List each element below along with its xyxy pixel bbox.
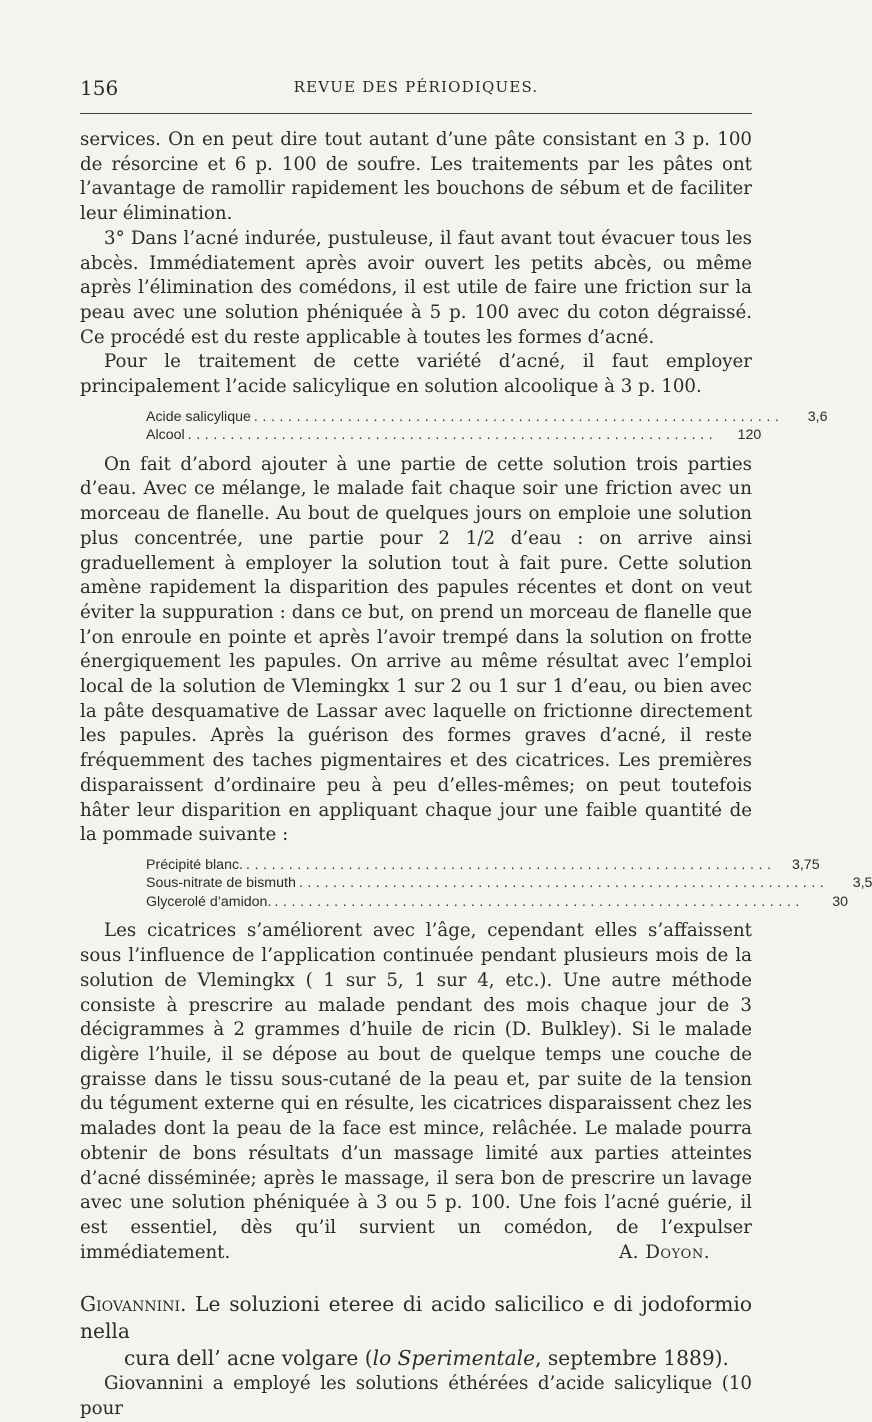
ingredient-qty: 120 [737,427,762,444]
ingredient-name: Précipité blanc. [146,856,243,873]
formula-row [80,408,828,427]
ingredient-qty: 3,5 [852,875,872,892]
ingredient-qty: 3,75 [791,856,820,873]
formula-row [80,856,820,875]
paragraph-4: On fait d’abord ajouter à une partie de cette solution trois parties d’eau. Avec ce mélange, le malade fait chaque soir une friction avec un morceau de flanelle. Au bout de quelques jours on emploie une solution plus concentrée, une partie pour 2 1/2 d’eau : on arrive ainsi graduellement à employer la solution tout à fait pure. Cette solution amène rapidement la disparition des papules récentes et dont on veut éviter la suppuration : dans ce but, on prend un morceau de flanelle que l’on enroule en pointe et après l’avoir trempé dans la solution on frotte énergiquement les papules. On arrive au même résultat avec l’emploi local de la solution de Vlemingkx 1 sur 2 ou 1 sur 1 d’eau, ou bien avec la pâte desquamative de Lassar avec laquelle on frictionne directement les papules. Après la guérison des formes graves d’acné, il reste fréquemment des taches pigmentaires et des cicatrices. Les premières disparaissent d’ordinaire peu à peu d’elles-mêmes; on peut toutefois hâter leur disparition en appliquant chaque jour une faible quantité de la pommade suivante : [80,453,752,846]
article-first-line: Giovannini a employé les solutions éthérées d’acide salicylique (10 pour [80,1373,752,1420]
header-rule [80,113,752,114]
ingredient-qty: 30 [832,893,848,910]
ingredient-name: Acide salicylique [146,408,251,425]
leader-dots: .............................................................. [274,893,804,910]
paragraph-5 [80,919,752,1265]
paragraph-5-text: Les cicatrices s’améliorent avec l’âge, cependant elles s’affaissent sous l’influence de l’application continuée pendant plusieurs mois de la solution de Vlemingkx ( 1 sur 5, 1 sur 4, etc.). Une autre méthode consiste à prescrire au malade pendant des mois chaque jour de 3 décigrammes à 2 grammes d’huile de ricin (D. Bulkley). Si le malade digère l’huile, il se dépose au bout de quelque temps une couche de graisse dans le tissu sous-cutané de la peau et, par suite de la tension du tégument externe qui en résulte, les cicatrices disparaissent chez les malades dont la peau de la face est mince, relâchée. Le malade pourra obtenir de bons résultats d’un massage limité aux parties atteintes d’acné disséminée; après le massage, il sera bon de prescrire un lavage avec une solution phéniquée à 3 ou 5 p. 100. Une fois l’acné guérie, il est essentiel, dès qu’il survient un comédon, de l’expulser immédiatement. [80,920,752,1263]
paragraph-3: Pour le traitement de cette variété d’acné, il faut employer principalement l’acide salicylique en solution alcoolique à 3 p. 100. [80,351,752,398]
article-title-part2: cura dell’ acne volgare ( [124,1346,373,1371]
body-text [80,128,872,1422]
formula-row [80,874,872,893]
leader-dots: .............................................................. [187,427,718,444]
paragraph-2: 3° Dans l’acné indurée, pustuleuse, il faut avant tout évacuer tous les abcès. Immédiatement après avoir ouvert les petits abcès, ou même après l’élimination des comédons, il est utile de faire une friction sur la peau avec une solution phéniquée à 5 p. 100 avec du coton dégraissé. Ce procédé est du reste applicable à toutes les formes d’acné. [80,227,752,348]
running-title: REVUE DES PÉRIODIQUES. [293,78,539,96]
leader-dots: .............................................................. [298,875,829,892]
paragraph-1: services. On en peut dire tout autant d’une pâte consistant en 3 p. 100 de résorcine et 6 p. 100 de soufre. Les traitements par les pâtes ont l’avantage de ramollir rapidement les bouchons de sébum et de faciliter leur élimination. [80,129,752,225]
ingredient-name: Alcool [146,427,185,444]
journal-name: lo Sperimentale [372,1346,536,1371]
ingredient-qty: 3,6 [807,408,828,425]
article-title-line2 [80,1345,752,1372]
formula-row [80,426,762,445]
formula-row [80,893,848,912]
article-heading [80,1291,752,1372]
formula-pommade [80,856,872,912]
leader-dots: .............................................................. [246,856,776,873]
page-number: 156 [80,76,119,100]
author-signature: A. Doyon. [619,1241,710,1263]
article-title-part1: Le soluzioni eteree di acido salicilico e di jodoformio nella [80,1292,752,1344]
article-author: Giovannini. [80,1292,187,1317]
leader-dots: .............................................................. [253,408,784,425]
ingredient-name: Sous-nitrate de bismuth [146,875,296,892]
formula-salicylic [80,408,828,445]
page-header [80,76,752,100]
ingredient-name: Glycerolé d’amidon. [146,893,272,910]
article-date: , septembre 1889). [535,1346,729,1371]
